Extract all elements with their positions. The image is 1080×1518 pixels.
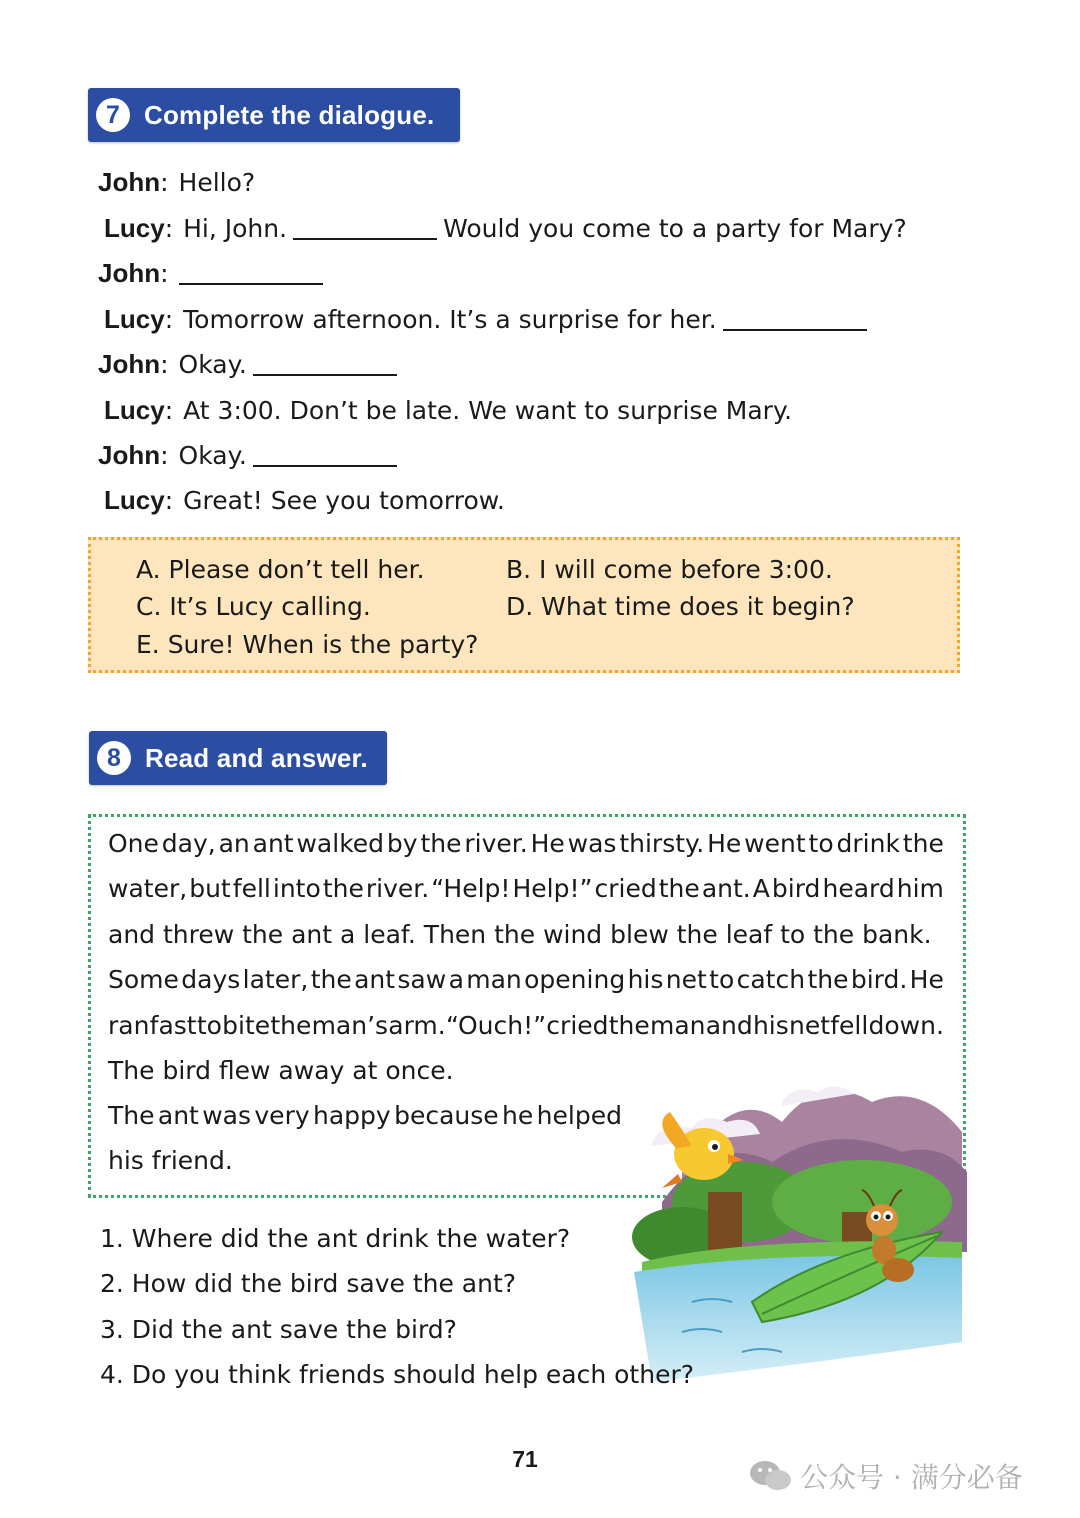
passage-line: The bird flew away at once. [108,1056,454,1085]
question: 1. Where did the ant drink the water? [100,1224,571,1253]
dialogue-line [98,344,403,384]
speaker-colon: : [164,485,174,515]
passage-word: opening [524,965,626,994]
dialogue-line [98,162,255,202]
speaker-name: Lucy [104,484,165,515]
passage-word: was [202,1101,252,1130]
passage-word: walked [296,829,385,858]
dialogue-text: Tomorrow afternoon. It’s a surprise for her. [183,304,717,334]
section-8-header [89,731,387,785]
passage-word: the [658,874,700,903]
speaker-colon: : [160,167,169,197]
passage-word: man’s [311,1011,389,1040]
passage-word: very [254,1101,310,1130]
ant-head [866,1204,898,1236]
speaker-name: John [98,439,161,470]
passage-word: bird. [850,965,908,994]
watermark-text: 公众号 · 满分必备 [800,1461,1023,1494]
passage-word: He [530,829,565,858]
speaker-colon: : [160,440,169,470]
passage-word: net [665,965,707,994]
passage-word: Help!” [512,874,593,903]
passage-line: his friend. [108,1146,233,1175]
watermark [748,1456,1023,1496]
passage-word: but [189,874,231,903]
passage-word: bite [222,1011,271,1040]
passage-word: ran [108,1011,150,1040]
passage-line: and threw the ant a leaf. Then the wind blew the leaf to the bank. [108,920,932,949]
speaker-colon: : [164,395,174,425]
option-c: C. It’s Lucy calling. [136,592,371,621]
passage-word: the [322,874,364,903]
passage-word: river. [365,874,430,903]
option-a: A. Please don’t tell her. [136,555,425,584]
section-title: Complete the dialogue. [144,99,435,130]
dialogue-line [104,480,505,520]
question: 4. Do you think friends should help each other? [100,1360,694,1389]
passage-word: net [788,1011,831,1040]
section-7-header [88,88,460,142]
passage-word: the [270,1011,312,1040]
section-number-badge: 7 [96,98,130,132]
speaker-name: John [98,166,161,197]
dialogue-text: Okay. [178,349,247,379]
speaker-name: John [98,257,161,288]
dialogue-text: Would you come to a party for Mary? [443,213,907,243]
passage-word: to [709,965,735,994]
ant-bird-river-illustration [622,1062,968,1392]
passage-word: ant [252,829,294,858]
passage-word: drink [836,829,900,858]
passage-word: ant. [701,874,751,903]
passage-word: the [608,1011,650,1040]
page-number: 71 [512,1446,538,1472]
passage-word: “Help! [431,874,511,903]
dialogue-text: At 3:00. Don’t be late. We want to surprise Mary. [183,395,793,425]
passage-word: arm. [388,1011,446,1040]
dialogue-line [98,435,403,475]
dialogue-line [104,208,907,248]
passage-word: One [108,829,159,858]
passage-word: later, [242,965,309,994]
question: 2. How did the bird save the ant? [100,1269,517,1298]
passage-word: helped [536,1101,622,1130]
passage-word: He [909,965,944,994]
passage-word: a [448,965,464,994]
passage-word: thirsty. [619,829,705,858]
dialogue-text: Hello? [178,167,256,197]
dialogue-line [104,390,792,430]
option-b: B. I will come before 3:00. [506,555,833,584]
passage-line [108,1101,622,1130]
passage-word: ant [354,965,396,994]
passage-word: because [394,1101,499,1130]
passage-word: to [196,1011,222,1040]
passage-line [108,1011,944,1040]
passage-word: days [181,965,241,994]
passage-word: into [272,874,321,903]
section-title: Read and answer. [145,742,368,773]
passage-word: and [705,1011,753,1040]
passage-word: heard [822,874,895,903]
passage-word: river. [464,829,528,858]
speaker-colon: : [164,304,174,334]
passage-word: was [567,829,617,858]
passage-word: fell [232,874,271,903]
speaker-name: Lucy [104,212,165,243]
dialogue-text: Okay. [178,440,247,470]
passage-word: him [896,874,944,903]
dialogue-text: Great! See you tomorrow. [183,485,505,515]
ant-abdomen [882,1258,914,1282]
passage-word: his [627,965,664,994]
passage-word: an [218,829,250,858]
passage-word: man [466,965,522,994]
passage-word: saw [397,965,447,994]
passage-word: fell [830,1011,869,1040]
passage-word: to [808,829,834,858]
passage-line [108,829,944,858]
tree-trunk [708,1192,742,1256]
passage-word: down. [868,1011,944,1040]
passage-word: catch [736,965,806,994]
passage-word: A [752,874,770,903]
passage-word: the [310,965,352,994]
passage-word: He [707,829,742,858]
answer-blank[interactable] [293,216,437,240]
speaker-colon: : [164,213,174,243]
answer-blank[interactable] [723,307,867,331]
option-e: E. Sure! When is the party? [136,630,479,659]
passage-word: happy [313,1101,391,1130]
answer-blank[interactable] [253,352,397,376]
passage-line [108,965,944,994]
dialogue-text: Hi, John. [183,213,288,243]
passage-word: water, [108,874,188,903]
passage-word: his [752,1011,789,1040]
passage-word: Some [108,965,179,994]
wechat-icon [748,1458,792,1494]
passage-word: ant [157,1101,199,1130]
answer-blank[interactable] [253,443,397,467]
passage-word: The [108,1101,155,1130]
passage-line [108,874,944,903]
speaker-colon: : [160,349,169,379]
passage-word: fast [149,1011,197,1040]
speaker-colon: : [160,258,169,288]
dialogue-line [104,299,873,339]
passage-word: went [744,829,806,858]
section-number-badge: 8 [97,741,131,775]
passage-word: the [420,829,462,858]
answer-blank[interactable] [179,261,323,285]
question: 3. Did the ant save the bird? [100,1315,457,1344]
passage-word: cried [594,874,657,903]
option-d: D. What time does it begin? [506,592,855,621]
passage-word: man [649,1011,706,1040]
speaker-name: John [98,348,161,379]
speaker-name: Lucy [104,394,165,425]
dialogue-line [98,253,329,293]
passage-word: he [502,1101,534,1130]
passage-word: bird [771,874,821,903]
passage-word: “Ouch!” [445,1011,547,1040]
passage-word: cried [546,1011,609,1040]
speaker-name: Lucy [104,303,165,334]
passage-word: by [386,829,418,858]
passage-word: day, [161,829,216,858]
passage-word: the [902,829,944,858]
passage-word: the [807,965,849,994]
